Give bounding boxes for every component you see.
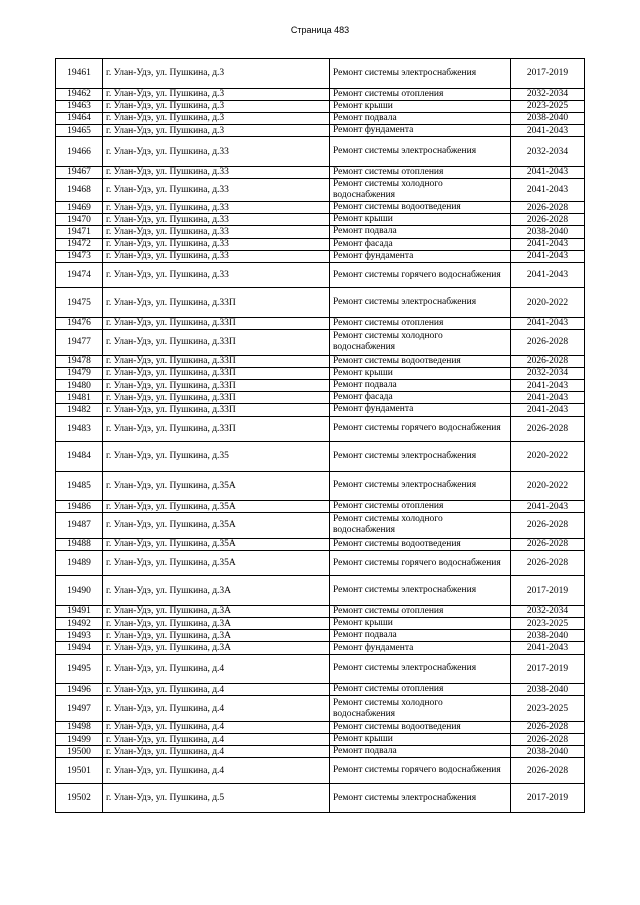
cell-address: г. Улан-Удэ, ул. Пушкина, д.33 — [103, 250, 330, 262]
cell-number: 19463 — [56, 100, 103, 112]
cell-work-type: Ремонт подвала — [330, 379, 511, 391]
cell-years: 2038-2040 — [511, 112, 585, 124]
cell-years: 2023-2025 — [511, 100, 585, 112]
cell-work-type: Ремонт системы электроснабжения — [330, 576, 511, 606]
cell-work-type: Ремонт подвала — [330, 630, 511, 642]
cell-address: г. Улан-Удэ, ул. Пушкина, д.3 — [103, 125, 330, 137]
cell-years: 2026-2028 — [511, 201, 585, 213]
cell-address: г. Улан-Удэ, ул. Пушкина, д.33 — [103, 166, 330, 178]
cell-address: г. Улан-Удэ, ул. Пушкина, д.33 — [103, 238, 330, 250]
cell-number: 19493 — [56, 630, 103, 642]
cell-work-type: Ремонт системы водоотведения — [330, 721, 511, 733]
cell-number: 19481 — [56, 392, 103, 404]
cell-years: 2026-2028 — [511, 214, 585, 226]
cell-years: 2038-2040 — [511, 226, 585, 238]
cell-work-type: Ремонт системы электроснабжения — [330, 288, 511, 318]
cell-years: 2041-2043 — [511, 501, 585, 513]
cell-work-type: Ремонт крыши — [330, 618, 511, 630]
cell-work-type: Ремонт крыши — [330, 734, 511, 746]
table-row — [56, 416, 585, 442]
cell-address: г. Улан-Удэ, ул. Пушкина, д.4 — [103, 684, 330, 696]
cell-years: 2032-2034 — [511, 88, 585, 100]
table-row — [56, 696, 585, 722]
table-row — [56, 471, 585, 501]
cell-work-type: Ремонт системы электроснабжения — [330, 59, 511, 89]
cell-number: 19479 — [56, 367, 103, 379]
cell-work-type: Ремонт системы горячего водоснабжения — [330, 262, 511, 288]
cell-address: г. Улан-Удэ, ул. Пушкина, д.3 — [103, 112, 330, 124]
cell-address: г. Улан-Удэ, ул. Пушкина, д.35А — [103, 471, 330, 501]
cell-address: г. Улан-Удэ, ул. Пушкина, д.4 — [103, 734, 330, 746]
cell-number: 19482 — [56, 404, 103, 416]
table-row — [56, 618, 585, 630]
table-row — [56, 59, 585, 89]
cell-years: 2041-2043 — [511, 262, 585, 288]
cell-address: г. Улан-Удэ, ул. Пушкина, д.3 — [103, 88, 330, 100]
cell-number: 19465 — [56, 125, 103, 137]
cell-work-type: Ремонт системы водоотведения — [330, 538, 511, 550]
cell-address: г. Улан-Удэ, ул. Пушкина, д.3 — [103, 59, 330, 89]
cell-years: 2041-2043 — [511, 250, 585, 262]
cell-years: 2026-2028 — [511, 758, 585, 784]
table-row — [56, 100, 585, 112]
table-row — [56, 112, 585, 124]
cell-work-type: Ремонт системы водоотведения — [330, 355, 511, 367]
cell-work-type: Ремонт системы горячего водоснабжения — [330, 416, 511, 442]
cell-number: 19485 — [56, 471, 103, 501]
cell-number: 19471 — [56, 226, 103, 238]
cell-work-type: Ремонт фасада — [330, 392, 511, 404]
cell-number: 19472 — [56, 238, 103, 250]
cell-address: г. Улан-Удэ, ул. Пушкина, д.3 — [103, 100, 330, 112]
cell-address: г. Улан-Удэ, ул. Пушкина, д.33П — [103, 404, 330, 416]
cell-number: 19486 — [56, 501, 103, 513]
cell-number: 19476 — [56, 317, 103, 329]
table-row — [56, 404, 585, 416]
cell-work-type: Ремонт системы холодного водоснабжения — [330, 696, 511, 722]
cell-years: 2026-2028 — [511, 550, 585, 576]
cell-years: 2032-2034 — [511, 137, 585, 167]
cell-address: г. Улан-Удэ, ул. Пушкина, д.33 — [103, 178, 330, 201]
cell-years: 2038-2040 — [511, 630, 585, 642]
cell-years: 2026-2028 — [511, 513, 585, 539]
cell-address: г. Улан-Удэ, ул. Пушкина, д.33 — [103, 201, 330, 213]
cell-number: 19501 — [56, 758, 103, 784]
table-row — [56, 238, 585, 250]
cell-years: 2032-2034 — [511, 605, 585, 617]
cell-number: 19496 — [56, 684, 103, 696]
cell-address: г. Улан-Удэ, ул. Пушкина, д.33П — [103, 392, 330, 404]
cell-address: г. Улан-Удэ, ул. Пушкина, д.3А — [103, 605, 330, 617]
cell-address: г. Улан-Удэ, ул. Пушкина, д.35А — [103, 550, 330, 576]
cell-number: 19483 — [56, 416, 103, 442]
table-row — [56, 166, 585, 178]
cell-address: г. Улан-Удэ, ул. Пушкина, д.35А — [103, 513, 330, 539]
cell-address: г. Улан-Удэ, ул. Пушкина, д.3А — [103, 618, 330, 630]
cell-work-type: Ремонт системы горячего водоснабжения — [330, 550, 511, 576]
cell-number: 19490 — [56, 576, 103, 606]
cell-work-type: Ремонт фасада — [330, 238, 511, 250]
cell-number: 19462 — [56, 88, 103, 100]
cell-number: 19473 — [56, 250, 103, 262]
table-row — [56, 367, 585, 379]
cell-years: 2026-2028 — [511, 330, 585, 356]
cell-number: 19499 — [56, 734, 103, 746]
cell-work-type: Ремонт системы отопления — [330, 501, 511, 513]
table-row — [56, 355, 585, 367]
table-row — [56, 330, 585, 356]
cell-address: г. Улан-Удэ, ул. Пушкина, д.33 — [103, 137, 330, 167]
cell-years: 2038-2040 — [511, 746, 585, 758]
cell-years: 2041-2043 — [511, 238, 585, 250]
cell-years: 2017-2019 — [511, 576, 585, 606]
cell-address: г. Улан-Удэ, ул. Пушкина, д.33П — [103, 317, 330, 329]
cell-address: г. Улан-Удэ, ул. Пушкина, д.33 — [103, 262, 330, 288]
cell-number: 19484 — [56, 442, 103, 472]
table-row — [56, 288, 585, 318]
cell-work-type: Ремонт системы отопления — [330, 166, 511, 178]
cell-number: 19500 — [56, 746, 103, 758]
cell-address: г. Улан-Удэ, ул. Пушкина, д.3А — [103, 642, 330, 654]
cell-number: 19477 — [56, 330, 103, 356]
cell-address: г. Улан-Удэ, ул. Пушкина, д.33П — [103, 367, 330, 379]
cell-number: 19466 — [56, 137, 103, 167]
cell-years: 2020-2022 — [511, 471, 585, 501]
cell-years: 2026-2028 — [511, 721, 585, 733]
cell-years: 2038-2040 — [511, 684, 585, 696]
cell-years: 2023-2025 — [511, 618, 585, 630]
cell-work-type: Ремонт крыши — [330, 214, 511, 226]
table-row — [56, 734, 585, 746]
cell-years: 2041-2043 — [511, 379, 585, 391]
cell-number: 19467 — [56, 166, 103, 178]
cell-number: 19498 — [56, 721, 103, 733]
cell-years: 2017-2019 — [511, 654, 585, 684]
cell-number: 19491 — [56, 605, 103, 617]
table-row — [56, 379, 585, 391]
table-row — [56, 226, 585, 238]
cell-address: г. Улан-Удэ, ул. Пушкина, д.33П — [103, 355, 330, 367]
cell-work-type: Ремонт системы горячего водоснабжения — [330, 758, 511, 784]
cell-work-type: Ремонт системы отопления — [330, 684, 511, 696]
cell-years: 2026-2028 — [511, 538, 585, 550]
table-row — [56, 758, 585, 784]
cell-work-type: Ремонт фундамента — [330, 642, 511, 654]
cell-number: 19494 — [56, 642, 103, 654]
table-row — [56, 317, 585, 329]
cell-work-type: Ремонт фундамента — [330, 125, 511, 137]
cell-address: г. Улан-Удэ, ул. Пушкина, д.35А — [103, 538, 330, 550]
cell-years: 2041-2043 — [511, 404, 585, 416]
cell-years: 2041-2043 — [511, 392, 585, 404]
table-row — [56, 605, 585, 617]
cell-number: 19488 — [56, 538, 103, 550]
cell-work-type: Ремонт фундамента — [330, 404, 511, 416]
cell-address: г. Улан-Удэ, ул. Пушкина, д.4 — [103, 758, 330, 784]
table-row — [56, 125, 585, 137]
repair-schedule-table — [55, 58, 585, 813]
cell-years: 2017-2019 — [511, 59, 585, 89]
cell-years: 2020-2022 — [511, 442, 585, 472]
table-row — [56, 654, 585, 684]
table-row — [56, 630, 585, 642]
table-row — [56, 201, 585, 213]
cell-years: 2026-2028 — [511, 416, 585, 442]
cell-address: г. Улан-Удэ, ул. Пушкина, д.4 — [103, 721, 330, 733]
table-row — [56, 250, 585, 262]
cell-work-type: Ремонт системы электроснабжения — [330, 471, 511, 501]
cell-address: г. Улан-Удэ, ул. Пушкина, д.35А — [103, 501, 330, 513]
cell-years: 2041-2043 — [511, 642, 585, 654]
cell-work-type: Ремонт подвала — [330, 112, 511, 124]
cell-address: г. Улан-Удэ, ул. Пушкина, д.4 — [103, 696, 330, 722]
cell-address: г. Улан-Удэ, ул. Пушкина, д.33 — [103, 214, 330, 226]
cell-years: 2041-2043 — [511, 125, 585, 137]
table-row — [56, 684, 585, 696]
table-row — [56, 137, 585, 167]
cell-work-type: Ремонт системы отопления — [330, 88, 511, 100]
table-row — [56, 746, 585, 758]
cell-work-type: Ремонт системы холодного водоснабжения — [330, 513, 511, 539]
page-header: Страница 483 — [290, 25, 350, 35]
table-row — [56, 178, 585, 201]
cell-address: г. Улан-Удэ, ул. Пушкина, д.3А — [103, 576, 330, 606]
cell-number: 19489 — [56, 550, 103, 576]
cell-work-type: Ремонт подвала — [330, 746, 511, 758]
cell-years: 2041-2043 — [511, 178, 585, 201]
cell-work-type: Ремонт системы водоотведения — [330, 201, 511, 213]
cell-number: 19495 — [56, 654, 103, 684]
cell-number: 19480 — [56, 379, 103, 391]
cell-work-type: Ремонт крыши — [330, 100, 511, 112]
cell-years: 2017-2019 — [511, 783, 585, 813]
cell-work-type: Ремонт системы холодного водоснабжения — [330, 178, 511, 201]
cell-work-type: Ремонт фундамента — [330, 250, 511, 262]
cell-years: 2026-2028 — [511, 734, 585, 746]
table-row — [56, 550, 585, 576]
table-row — [56, 513, 585, 539]
cell-number: 19464 — [56, 112, 103, 124]
table-row — [56, 392, 585, 404]
cell-work-type: Ремонт системы отопления — [330, 605, 511, 617]
cell-years: 2023-2025 — [511, 696, 585, 722]
cell-number: 19497 — [56, 696, 103, 722]
cell-years: 2026-2028 — [511, 355, 585, 367]
cell-address: г. Улан-Удэ, ул. Пушкина, д.33П — [103, 416, 330, 442]
cell-work-type: Ремонт системы электроснабжения — [330, 783, 511, 813]
table-row — [56, 783, 585, 813]
table-row — [56, 442, 585, 472]
table-row — [56, 538, 585, 550]
table-row — [56, 214, 585, 226]
cell-address: г. Улан-Удэ, ул. Пушкина, д.33П — [103, 330, 330, 356]
table-row — [56, 501, 585, 513]
cell-years: 2041-2043 — [511, 317, 585, 329]
cell-years: 2032-2034 — [511, 367, 585, 379]
cell-address: г. Улан-Удэ, ул. Пушкина, д.3А — [103, 630, 330, 642]
cell-work-type: Ремонт подвала — [330, 226, 511, 238]
cell-number: 19474 — [56, 262, 103, 288]
cell-number: 19487 — [56, 513, 103, 539]
cell-number: 19469 — [56, 201, 103, 213]
cell-number: 19470 — [56, 214, 103, 226]
cell-years: 2041-2043 — [511, 166, 585, 178]
table-row — [56, 88, 585, 100]
cell-number: 19502 — [56, 783, 103, 813]
cell-address: г. Улан-Удэ, ул. Пушкина, д.33 — [103, 226, 330, 238]
cell-address: г. Улан-Удэ, ул. Пушкина, д.33П — [103, 288, 330, 318]
cell-address: г. Улан-Удэ, ул. Пушкина, д.4 — [103, 654, 330, 684]
cell-work-type: Ремонт крыши — [330, 367, 511, 379]
cell-number: 19492 — [56, 618, 103, 630]
cell-address: г. Улан-Удэ, ул. Пушкина, д.33П — [103, 379, 330, 391]
cell-years: 2020-2022 — [511, 288, 585, 318]
cell-work-type: Ремонт системы электроснабжения — [330, 442, 511, 472]
cell-work-type: Ремонт системы отопления — [330, 317, 511, 329]
cell-number: 19468 — [56, 178, 103, 201]
table-row — [56, 642, 585, 654]
cell-number: 19478 — [56, 355, 103, 367]
table-row — [56, 721, 585, 733]
cell-address: г. Улан-Удэ, ул. Пушкина, д.5 — [103, 783, 330, 813]
table-body — [56, 59, 585, 813]
table-row — [56, 576, 585, 606]
table-row — [56, 262, 585, 288]
cell-address: г. Улан-Удэ, ул. Пушкина, д.35 — [103, 442, 330, 472]
cell-work-type: Ремонт системы холодного водоснабжения — [330, 330, 511, 356]
cell-work-type: Ремонт системы электроснабжения — [330, 654, 511, 684]
cell-work-type: Ремонт системы электроснабжения — [330, 137, 511, 167]
cell-address: г. Улан-Удэ, ул. Пушкина, д.4 — [103, 746, 330, 758]
cell-number: 19461 — [56, 59, 103, 89]
cell-number: 19475 — [56, 288, 103, 318]
